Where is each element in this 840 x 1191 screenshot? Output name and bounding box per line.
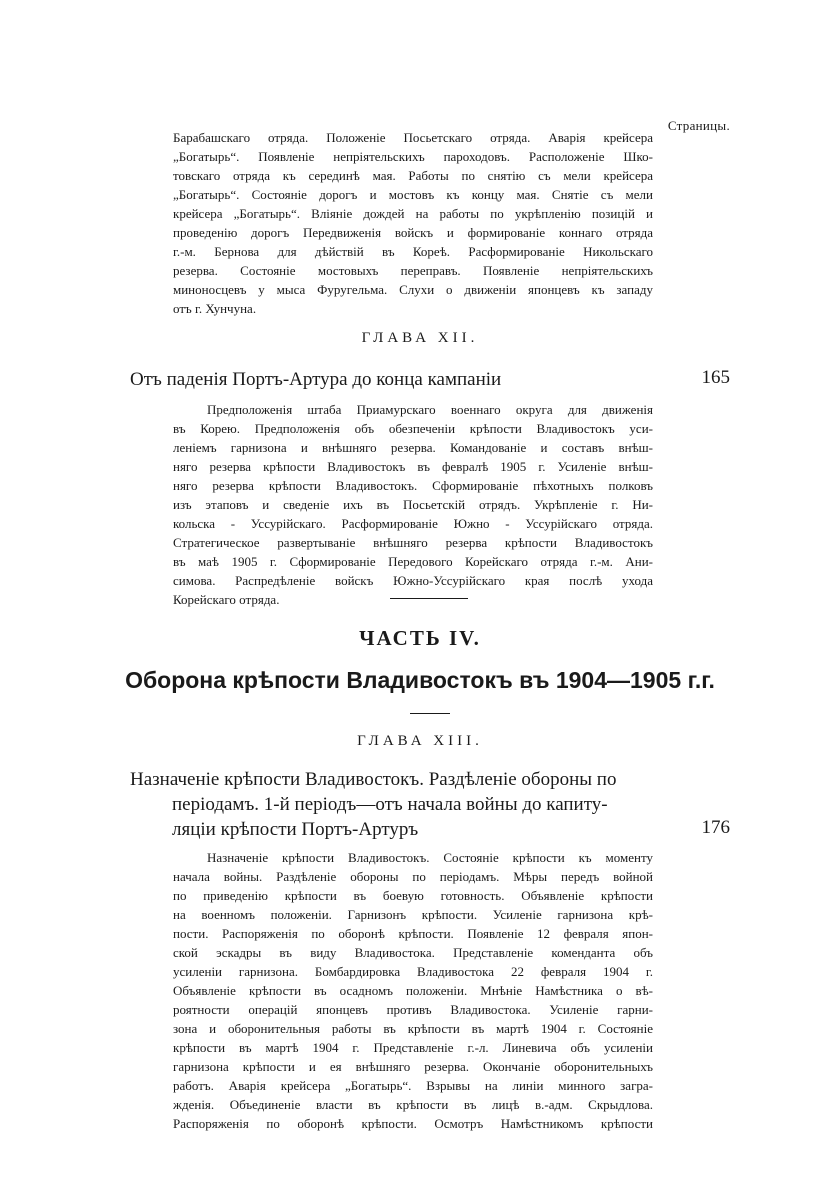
summary-line: г.-м. Бернова для дѣйствій въ Кореѣ. Расформированіе Никольскаго bbox=[173, 244, 653, 259]
summary-line: жденія. Объединеніе власти въ крѣпости въ лицѣ в.-адм. Скрыдлова. bbox=[173, 1097, 653, 1112]
chapter-11-summary bbox=[173, 128, 653, 318]
summary-line: Стратегическое развертываніе внѣшняго резерва крѣпости Владивостокъ bbox=[173, 535, 653, 550]
summary-line: миноносцевъ у мыса Фуругельма. Слухи о движеніи японцевъ къ западу bbox=[173, 282, 653, 297]
part-4-title: Оборона крѣпости Владивостокъ въ 1904—1905 г.г. bbox=[125, 667, 715, 693]
section-divider bbox=[390, 598, 468, 599]
title-line: ляціи крѣпости Портъ-Артуръ bbox=[172, 819, 419, 840]
summary-line: изъ этаповъ и сведеніе ихъ въ Посьетскій отрядъ. Укрѣпленіе г. Ни- bbox=[173, 497, 653, 512]
summary-line: Барабашскаго отряда. Положеніе Посьетскаго отряда. Аварія крейсера bbox=[173, 130, 653, 145]
chapter-12-heading: ГЛАВА XII. bbox=[361, 330, 479, 346]
summary-line: ской эскадры въ виду Владивостока. Представленіе коменданта объ bbox=[173, 945, 653, 960]
summary-line: гарнизона крѣпости и ея внѣшняго резерва. Окончаніе оборонительныхъ bbox=[173, 1059, 653, 1074]
summary-line: отъ г. Хунчуна. bbox=[173, 301, 257, 316]
pages-column-label: Страницы. bbox=[667, 118, 730, 133]
summary-line: леніемъ гарнизона и внѣшняго резерва. Командованіе и составъ внѣш- bbox=[173, 440, 653, 455]
summary-line: „Богатырь“. Появленіе непріятельскихъ пароходовъ. Расположеніе Шко- bbox=[173, 149, 653, 164]
summary-line: зона и оборонительныя работы въ крѣпости въ мартѣ 1904 г. Состояніе bbox=[173, 1021, 653, 1036]
title-line: Назначеніе крѣпости Владивостокъ. Раздѣленіе обороны по bbox=[130, 769, 617, 790]
summary-line: няго резерва крѣпости Владивостокъ въ февралѣ 1905 г. Усиленіе внѣш- bbox=[173, 459, 653, 474]
chapter-13-title bbox=[130, 767, 670, 842]
summary-line: крейсера „Богатырь“. Вліяніе дождей на работы по укрѣпленію позицій и bbox=[173, 206, 653, 221]
summary-line: работъ. Аварія крейсера „Богатырь“. Взрывы на линіи минного загра- bbox=[173, 1078, 653, 1093]
title-line: періодамъ. 1-й періодъ—отъ начала войны до капиту- bbox=[172, 794, 608, 815]
summary-line: въ Корею. Предположенія объ обезпеченіи крѣпости Владивостокъ уси- bbox=[173, 421, 653, 436]
summary-line: кольска - Уссурійскаго. Расформированіе Южно - Уссурійскаго отряда. bbox=[173, 516, 653, 531]
summary-line: усиленіи гарнизона. Бомбардировка Владивостока 22 февраля 1904 г. bbox=[173, 964, 653, 979]
chapter-12-title: Отъ паденія Портъ-Артура до конца кампаніи bbox=[130, 369, 502, 390]
summary-line: на военномъ положеніи. Гарнизонъ крѣпости. Усиленіе гарнизона кpѣ- bbox=[173, 907, 653, 922]
part-4-heading: ЧАСТЬ IV. bbox=[359, 626, 481, 650]
summary-line: начала войны. Раздѣленіе обороны по періодамъ. Мѣры передъ войной bbox=[173, 869, 653, 884]
summary-line: роятности операцій японцевъ противъ Владивостока. Усиленіе гарни- bbox=[173, 1002, 653, 1017]
summary-line: симова. Распредѣленіе войскъ Южно-Уссурійскаго края послѣ ухода bbox=[173, 573, 653, 588]
summary-line: пости. Распоряженія по оборонѣ крѣпости. Появленіе 12 февраля япон- bbox=[173, 926, 653, 941]
chapter-13-heading: ГЛАВА XIII. bbox=[357, 733, 483, 749]
summary-line: Корейскаго отряда. bbox=[173, 592, 280, 607]
chapter-12-summary bbox=[173, 400, 653, 609]
summary-line: въ маѣ 1905 г. Сформированіе Передового Корейскаго отряда г.-м. Ани- bbox=[173, 554, 653, 569]
summary-line: проведенію дорогъ Передвиженія войскъ и формированіе коннаго отряда bbox=[173, 225, 653, 240]
summary-line: „Богатырь“. Состояніе дорогъ и мостовъ къ концу мая. Снятіе съ мели bbox=[173, 187, 653, 202]
summary-line: няго резерва крѣпости Владивостокъ. Сформированіе пѣхотныхъ полковъ bbox=[173, 478, 653, 493]
summary-line: по приведенію крѣпости въ боевую готовность. Объявленіе крѣпости bbox=[173, 888, 653, 903]
summary-line: Предположенія штаба Приамурскаго военнаго округа для движенія bbox=[207, 402, 653, 417]
summary-line: крѣпости въ мартѣ 1904 г. Представленіе г.-л. Линевича объ усиленіи bbox=[173, 1040, 653, 1055]
chapter-13-page-number: 176 bbox=[701, 817, 730, 838]
chapter-12-page-number: 165 bbox=[701, 367, 730, 388]
summary-line: Назначеніе крѣпости Владивостокъ. Состояніе крѣпости къ моменту bbox=[207, 850, 653, 865]
section-divider bbox=[410, 713, 450, 714]
summary-line: резерва. Состояніе мостовыхъ переправъ. Появленіе непріятельскихъ bbox=[173, 263, 653, 278]
summary-line: Объявленіе крѣпости въ осадномъ положеніи. Мнѣніе Намѣстника о вѣ- bbox=[173, 983, 653, 998]
summary-line: товскаго отряда къ серединѣ мая. Работы по снятію съ мели крейсера bbox=[173, 168, 653, 183]
chapter-13-summary bbox=[173, 848, 653, 1133]
summary-line: Распоряженія по оборонѣ крѣпости. Осмотръ Намѣстникомъ крѣпости bbox=[173, 1116, 653, 1131]
